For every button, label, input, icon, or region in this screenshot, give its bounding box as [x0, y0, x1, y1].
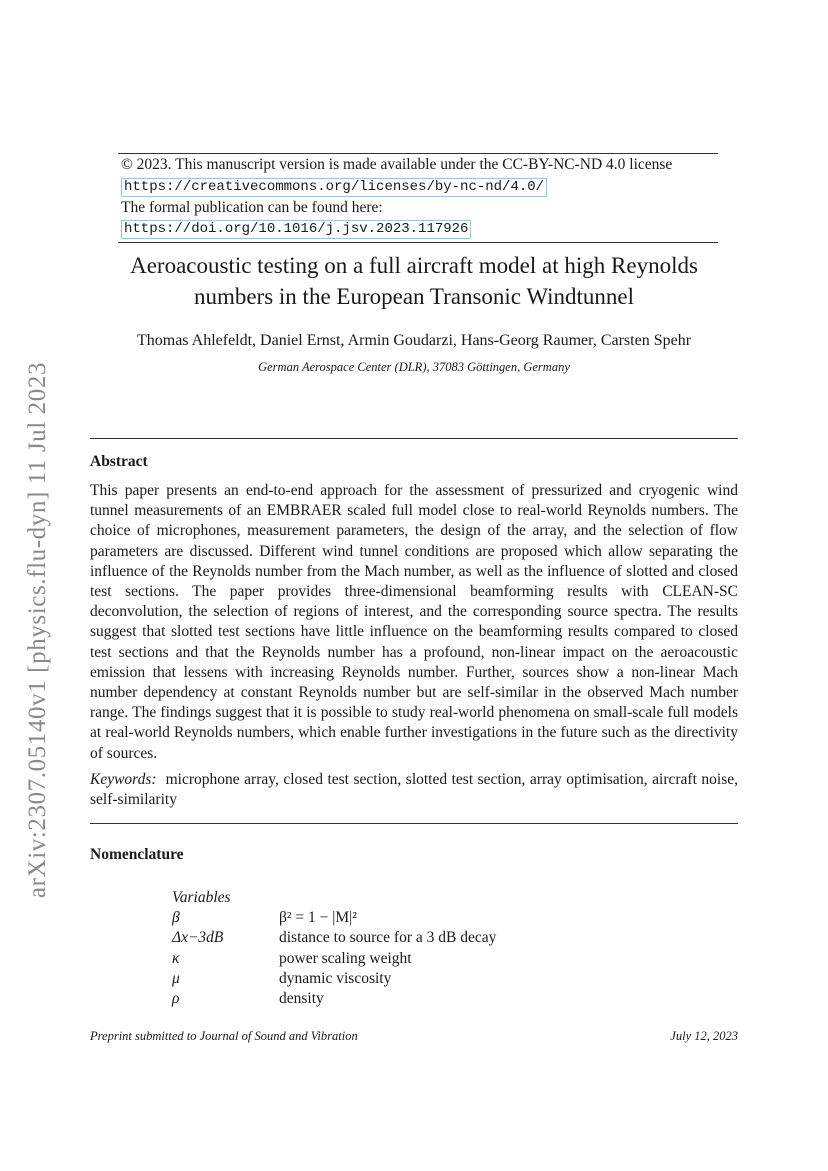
footer-journal: Preprint submitted to Journal of Sound and Vibration [90, 1029, 358, 1043]
page-footer [90, 1029, 738, 1044]
footer-date: July 12, 2023 [670, 1029, 738, 1043]
symbol: ρ [172, 990, 180, 1008]
license-box [118, 153, 718, 243]
title-line-2: numbers in the European Transonic Windtunnel [193, 284, 635, 309]
keywords-text: microphone array, closed test section, slotted test section, array optimisation, aircraft noise, self-similarity [90, 771, 738, 809]
title-line-1: Aeroacoustic testing on a full aircraft model at high Reynolds [130, 253, 698, 278]
arxiv-id-text: arXiv:2307.05140v1 [physics.flu-dyn] 11 Jul 2023 [24, 361, 51, 899]
nomenclature-table [172, 888, 496, 1009]
license-line: © 2023. This manuscript version is made available under the CC-BY-NC-ND 4.0 license [121, 156, 673, 173]
nomenclature-heading: Nomenclature [90, 846, 184, 863]
keywords [90, 770, 738, 810]
abstract-heading: Abstract [90, 453, 148, 470]
license-url-link[interactable]: https://creativecommons.org/licenses/by-nc-nd/4.0/ [121, 178, 547, 197]
divider [90, 438, 738, 439]
doi-link[interactable]: https://doi.org/10.1016/j.jsv.2023.117926 [121, 220, 471, 239]
divider [90, 823, 738, 824]
arxiv-sidebar-id [18, 340, 58, 920]
affiliation: German Aerospace Center (DLR), 37083 Göttingen, Germany [258, 360, 570, 374]
symbol: β [172, 909, 180, 927]
symbol: Δx−3dB [172, 929, 224, 947]
symbol: μ [172, 969, 180, 987]
paper-title [90, 250, 738, 312]
publication-line: The formal publication can be found here: [121, 198, 383, 216]
nomenclature-row [172, 949, 496, 969]
abstract-body: This paper presents an end-to-end approach for the assessment of pressurized and cryogenic wind tunnel measurements of an EMBRAER scaled full model close to real-world Reynolds numbers. The choice of microphones, measurement parameters, the design of the array, and the selection of flow parameters are discussed. Different wind tunnel conditions are proposed which allow separating the influence of the Reynolds number from the Mach number, as well as the influence of slotted and closed test sections. The paper provides three-dimensional beamforming results with CLEAN-SC deconvolution, the selection of regions of interest, and the corresponding source spectra. The results suggest that slotted test sections have little influence on the beamforming results compared to closed test sections and that the Reynolds number has a profound, non-linear impact on the aeroacoustic emission that lessens with increasing Reynolds number. Further, sources show a non-linear Mach number dependency at constant Reynolds number but are self-similar in the observed Mach number range. The findings suggest that it is possible to study real-world phenomena on small-scale full models at real-world Reynolds numbers, which enable further investigations in the future such as the directivity of sources. [90, 482, 738, 762]
variables-label: Variables [172, 889, 231, 906]
nomenclature-row [172, 969, 496, 989]
definition: dynamic viscosity [279, 969, 392, 987]
definition: β² = 1 − |M|² [279, 909, 357, 927]
nomenclature-row [172, 989, 496, 1009]
nomenclature-row [172, 928, 496, 948]
definition: density [279, 990, 324, 1008]
keywords-label: Keywords: [90, 771, 157, 788]
definition: distance to source for a 3 dB decay [279, 929, 497, 947]
nomenclature-row [172, 908, 496, 928]
symbol: κ [172, 949, 180, 967]
definition: power scaling weight [279, 949, 412, 967]
authors: Thomas Ahlefeldt, Daniel Ernst, Armin Goudarzi, Hans-Georg Raumer, Carsten Spehr [136, 332, 692, 349]
